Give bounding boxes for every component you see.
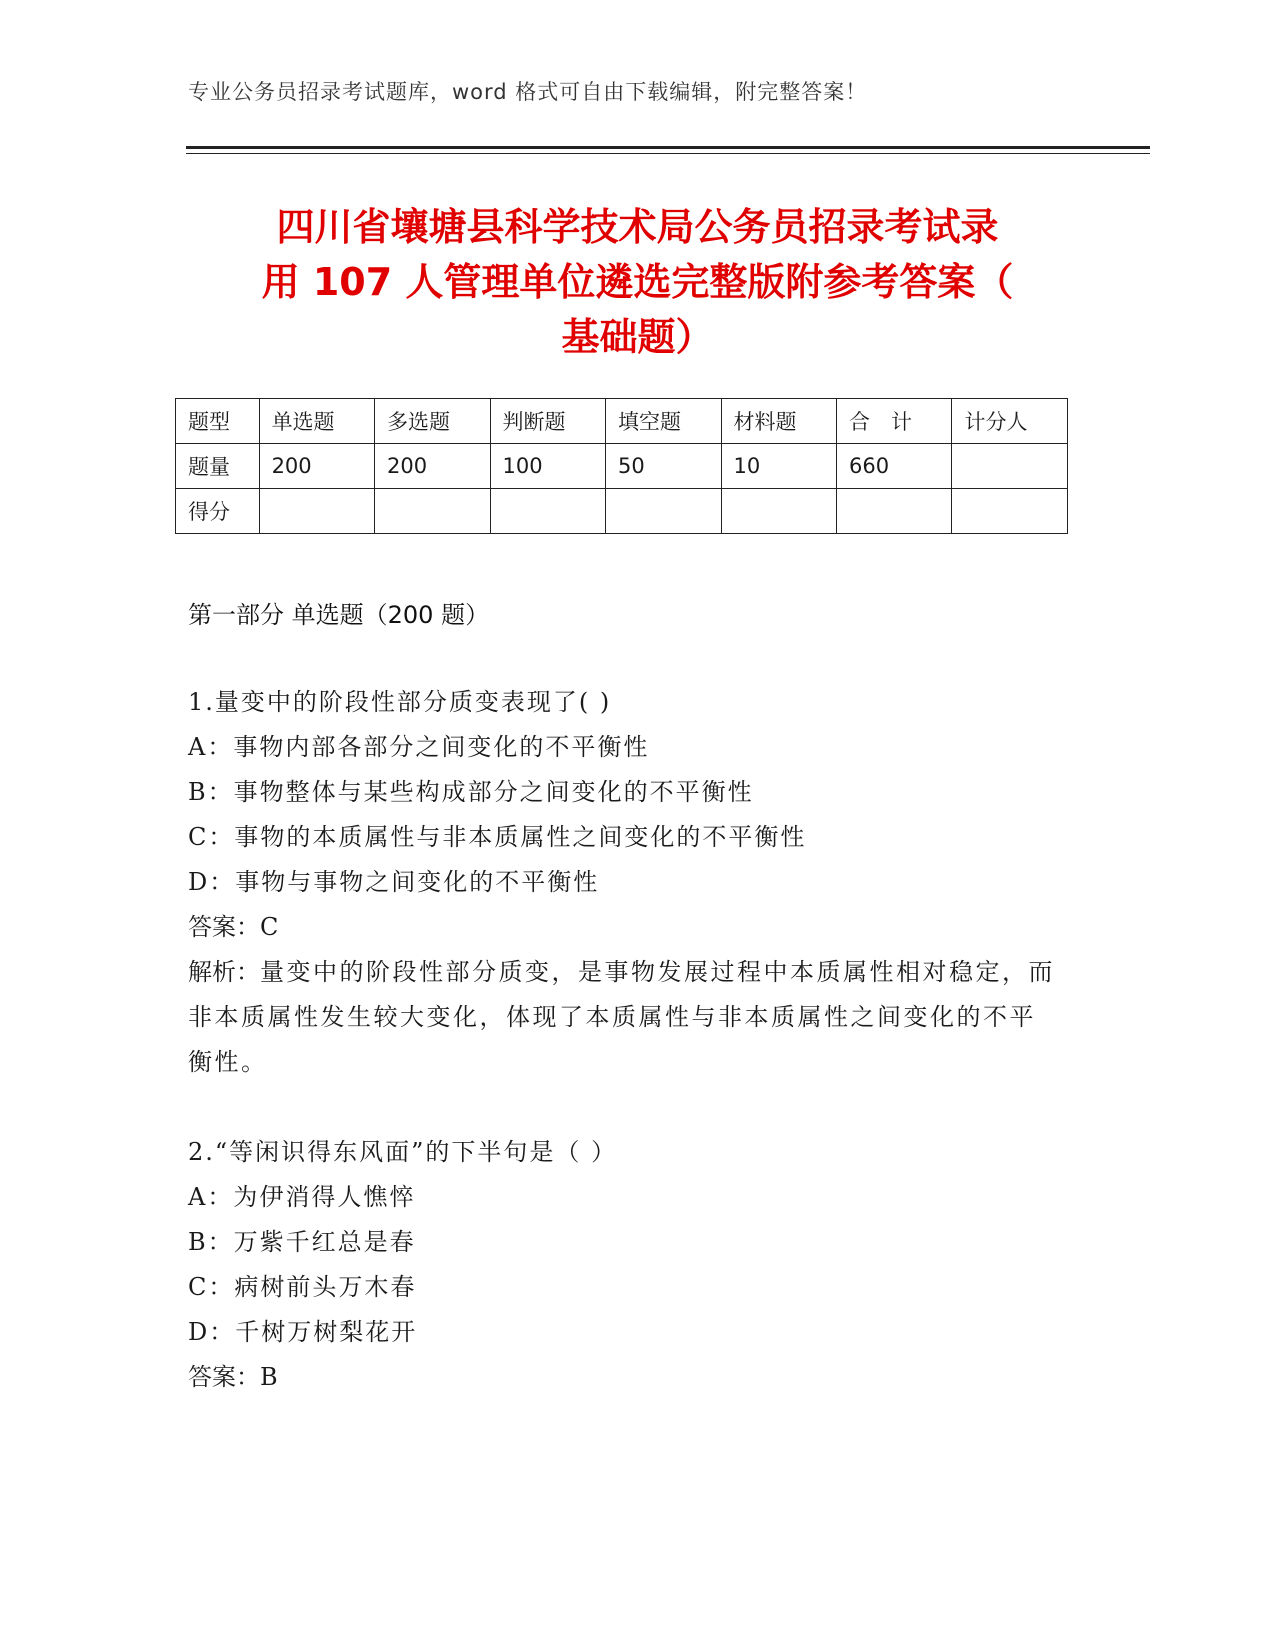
table-cell [606, 489, 721, 534]
analysis-paragraph [188, 950, 1058, 1085]
table-cell [259, 489, 374, 534]
score-table-header-row [176, 399, 1068, 444]
answer-label: 答案： [188, 1363, 260, 1391]
table-cell: 填空题 [606, 399, 721, 444]
table-cell: 100 [490, 444, 605, 489]
table-cell [721, 489, 836, 534]
table-cell: 计分人 [952, 399, 1068, 444]
question-list [188, 680, 1058, 1445]
table-cell: 题量 [176, 444, 260, 489]
question-option: A：为伊消得人憔悴 [188, 1183, 416, 1211]
table-cell [490, 489, 605, 534]
analysis-text: 量变中的阶段性部分质变，是事物发展过程中本质属性相对稳定，而非本质属性发生较大变化，体现了本质属性与非本质属性之间变化的不平衡性。 [188, 958, 1055, 1076]
table-cell: 得分 [176, 489, 260, 534]
table-cell: 单选题 [259, 399, 374, 444]
question-option: B：万紫千红总是春 [188, 1228, 416, 1256]
answer-line [188, 1355, 1058, 1400]
question-option: C：事物的本质属性与非本质属性之间变化的不平衡性 [188, 823, 807, 851]
table-cell [836, 489, 951, 534]
title-line-1: 四川省壤塘县科学技术局公务员招录考试录 [276, 205, 999, 249]
table-cell [952, 444, 1068, 489]
header-note: 专业公务员招录考试题库，word 格式可自由下载编辑，附完整答案！ [188, 80, 868, 104]
table-cell: 材料题 [721, 399, 836, 444]
table-cell: 题型 [176, 399, 260, 444]
analysis-label: 解析： [188, 958, 260, 986]
table-cell: 50 [606, 444, 721, 489]
answer-value: C [260, 913, 281, 941]
score-table-count-row [176, 444, 1068, 489]
question-option: C：病树前头万木春 [188, 1273, 417, 1301]
table-cell [375, 489, 490, 534]
table-cell: 判断题 [490, 399, 605, 444]
question-option: D：事物与事物之间变化的不平衡性 [188, 868, 600, 896]
section-heading: 第一部分 单选题（200 题） [188, 601, 490, 629]
table-cell: 多选题 [375, 399, 490, 444]
table-cell: 200 [259, 444, 374, 489]
table-cell: 合 计 [836, 399, 951, 444]
header-rule-thick [186, 146, 1150, 149]
answer-label: 答案： [188, 913, 260, 941]
score-table-score-row [176, 489, 1068, 534]
answer-value: B [260, 1363, 280, 1391]
table-cell [952, 489, 1068, 534]
table-cell: 200 [375, 444, 490, 489]
score-table [175, 398, 1068, 534]
table-cell: 660 [836, 444, 951, 489]
title-line-3: 基础题） [561, 315, 714, 359]
question-stem: 1.量变中的阶段性部分质变表现了( ) [188, 688, 612, 716]
table-cell: 10 [721, 444, 836, 489]
question-stem: 2.“等闲识得东风面”的下半句是（ ） [188, 1138, 618, 1166]
question-block [188, 1130, 1058, 1400]
answer-line [188, 905, 1058, 950]
question-option: A：事物内部各部分之间变化的不平衡性 [188, 733, 650, 761]
header-rule-thin [186, 153, 1150, 154]
document-title [190, 200, 1085, 365]
title-line-2: 用 107 人管理单位遴选完整版附参考答案（ [261, 260, 1014, 304]
question-block [188, 680, 1058, 1085]
question-option: D：千树万树梨花开 [188, 1318, 418, 1346]
question-option: B：事物整体与某些构成部分之间变化的不平衡性 [188, 778, 754, 806]
